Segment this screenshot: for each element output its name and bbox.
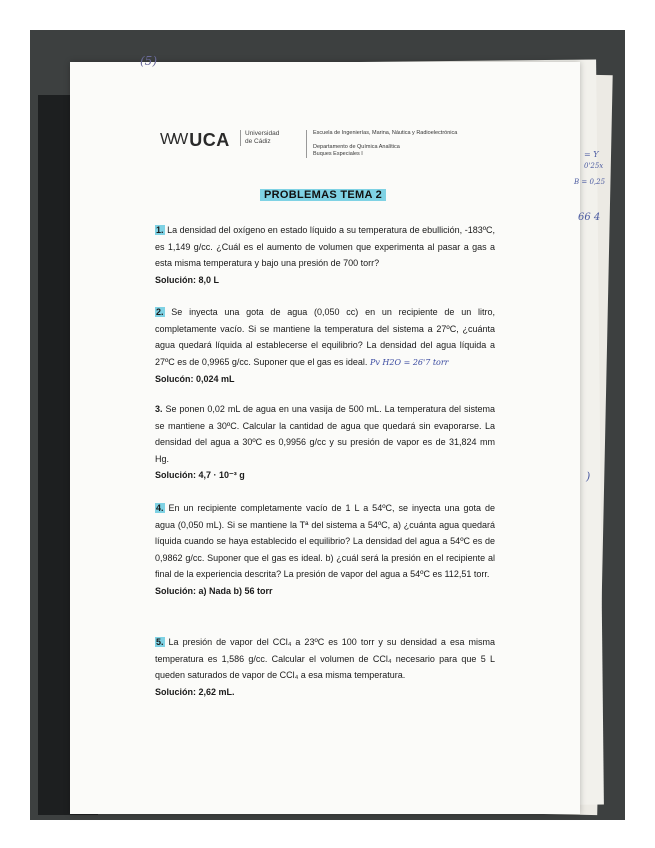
problem-5: [155, 634, 495, 700]
problem-4-solution: Solución: a) Nada b) 56 torr: [155, 585, 273, 596]
problem-5-solution: Solución: 2,62 mL.: [155, 686, 235, 697]
problem-1-solution: Solución: 8,0 L: [155, 274, 220, 285]
problem-3-text: Se ponen 0,02 mL de agua en una vasija de 500 mL. La temperatura del sistema se mantiene a 30ºC. Calcular la cantidad de agua que quedará sin evaporarse. La densidad del agua a 30ºC es 0,9956 g/cc y su presión de vapor es de 31,824 mm Hg.: [155, 404, 495, 464]
course-name: Buques Especiales I: [313, 151, 363, 157]
problem-2-text: Se inyecta una gota de agua (0,050 cc) en un recipiente de un litro, completamente vacío. Si se mantiene la temperatura del sistema a 27ºC, ¿cuánta agua quedará líquida al establecerse el equilibrio? La densidad del agua líquida a 27ºC es de 0,9965 g/cc. Suponer que el gas es ideal.: [155, 307, 495, 367]
problem-1-number: 1.: [156, 225, 164, 235]
uca-logo-mark: WW: [160, 131, 187, 148]
problem-3-number: 3.: [155, 404, 163, 414]
problem-2: [155, 304, 495, 388]
page-title: PROBLEMAS TEMA 2: [260, 189, 386, 201]
school-name: Escuela de Ingenierías, Marina, Náutica y Radioelectrónica: [313, 130, 458, 136]
problem-5-number: 5.: [156, 637, 164, 647]
problem-1: [155, 222, 495, 288]
margin-note-3: B = 0,25: [574, 178, 606, 186]
margin-note-4: 66 4: [578, 212, 601, 223]
university-name: [240, 130, 279, 146]
margin-note-5: ): [586, 470, 591, 483]
uca-logo-text: UCA: [189, 129, 230, 150]
margin-note-2: 0'25x: [584, 162, 604, 170]
problem-1-text: La densidad del oxígeno en estado líquido a su temperatura de ebullición, -183ºC, es 1,149 g/cc. ¿Cuál es el aumento de volumen que experimenta al pasar a gas a esta misma temperatura y bajo una presión de 700 torr?: [155, 225, 495, 268]
problem-4: [155, 500, 495, 599]
handwritten-page-number: (5): [140, 54, 157, 68]
page-header: [160, 128, 500, 168]
problem-4-text: En un recipiente completamente vacío de 1 L a 54ºC, se inyecta una gota de agua (0,050 mL). Si se mantiene la Tª del sistema a 54ºC, a) ¿cuánta agua quedará líquida cuando se haya establecido el equilibrio? La densidad del agua a 54ºC es de 0,9862 g/cc. Suponer que el gas es ideal. b) ¿cuál será la presión en el recipiente al final de la experiencia descrita? La presión de vapor del agua a 54ºC es 112,51 torr.: [155, 503, 495, 579]
uca-logo: [160, 128, 230, 152]
problem-4-number: 4.: [156, 503, 164, 513]
university-line-2: de Cádiz: [245, 138, 271, 145]
problem-2-solution: Solucón: 0,024 mL: [155, 374, 235, 384]
problem-3-solution: Solución: 4,7 · 10⁻³ g: [155, 470, 245, 480]
problem-2-annotation: Pv H2O = 26'7 torr: [369, 357, 449, 367]
school-info: [306, 130, 457, 158]
problem-2-number: 2.: [156, 307, 164, 317]
department-name: Departamento de Química Analítica: [313, 144, 400, 150]
problem-3: [155, 401, 495, 484]
university-line-1: Universidad: [245, 130, 280, 137]
problem-5-text: La presión de vapor del CCl₄ a 23ºC es 100 torr y su densidad a esa misma temperatura es 1,586 g/cc. Calcular el volumen de CCl₄ necesario para que 5 L queden saturados de vapor de CCl₄ a esa misma temperatura.: [155, 637, 495, 680]
margin-note-1: = Y: [584, 150, 599, 159]
